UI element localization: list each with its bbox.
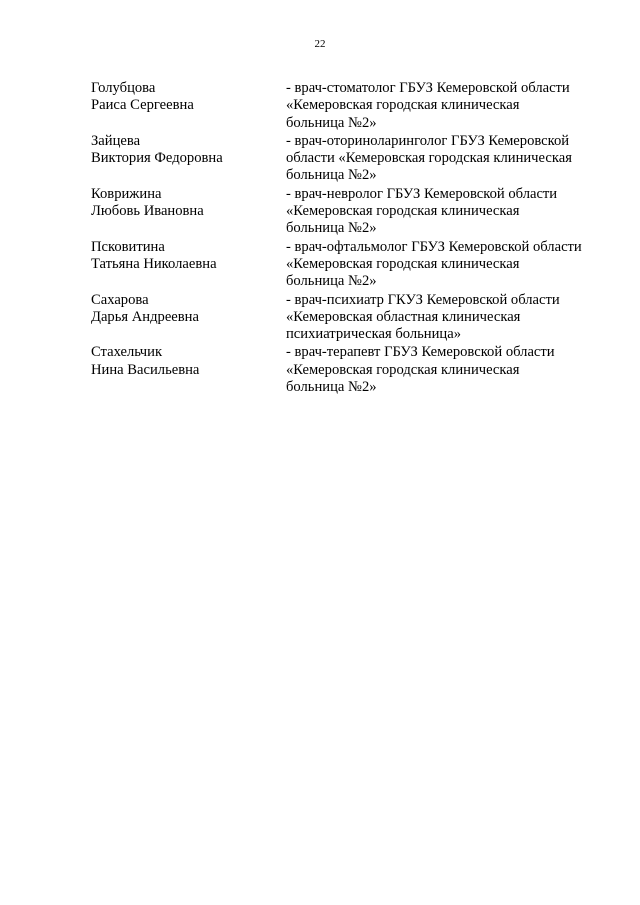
member-given-names: Дарья Андреевна — [91, 308, 199, 325]
member-entry — [91, 80, 611, 132]
position-line: психиатрическая больница» — [286, 326, 462, 343]
member-position — [286, 344, 611, 396]
position-line: - врач-невролог ГБУЗ Кемеровской области — [286, 185, 558, 202]
member-position — [286, 186, 611, 238]
member-entry — [91, 344, 611, 396]
position-line: больница №2» — [286, 379, 377, 396]
position-line: «Кемеровская городская клиническая — [286, 361, 520, 378]
position-line: больница №2» — [286, 167, 377, 184]
position-line: - врач-терапевт ГБУЗ Кемеровской области — [286, 344, 555, 361]
position-line: - врач-психиатр ГКУЗ Кемеровской области — [286, 291, 560, 308]
member-name — [91, 133, 286, 185]
position-line: «Кемеровская городская клиническая — [286, 203, 520, 220]
member-position — [286, 80, 611, 132]
position-line: - врач-офтальмолог ГБУЗ Кемеровской области — [286, 238, 582, 255]
member-surname: Зайцева — [91, 132, 141, 149]
member-entry — [91, 239, 611, 291]
member-surname: Стахельчик — [91, 344, 163, 361]
member-surname: Голубцова — [91, 80, 156, 96]
position-line: «Кемеровская городская клиническая — [286, 255, 520, 272]
position-line: больница №2» — [286, 220, 377, 237]
member-given-names: Виктория Федоровна — [91, 150, 223, 167]
member-given-names: Раиса Сергеевна — [91, 97, 194, 114]
position-line: - врач-стоматолог ГБУЗ Кемеровской области — [286, 80, 570, 96]
member-name — [91, 186, 286, 238]
member-entry — [91, 133, 611, 185]
member-name — [91, 292, 286, 344]
member-name — [91, 80, 286, 132]
position-line: - врач-оториноларинголог ГБУЗ Кемеровской — [286, 132, 570, 149]
member-entry — [91, 292, 611, 344]
member-given-names: Любовь Ивановна — [91, 203, 204, 220]
member-position — [286, 292, 611, 344]
member-name — [91, 344, 286, 396]
member-surname: Сахарова — [91, 291, 149, 308]
position-line: «Кемеровская областная клиническая — [286, 308, 521, 325]
member-entry — [91, 186, 611, 238]
member-name — [91, 239, 286, 291]
position-line: «Кемеровская городская клиническая — [286, 97, 520, 114]
commission-member-list — [91, 80, 611, 396]
member-position — [286, 133, 611, 185]
page-number: 22 — [314, 38, 326, 50]
member-surname: Коврижина — [91, 185, 162, 202]
member-position — [286, 239, 611, 291]
position-line: области «Кемеровская городская клиническая — [286, 150, 572, 167]
member-given-names: Нина Васильевна — [91, 361, 200, 378]
member-given-names: Татьяна Николаевна — [91, 255, 217, 272]
position-line: больница №2» — [286, 273, 377, 290]
member-surname: Псковитина — [91, 238, 165, 255]
position-line: больница №2» — [286, 114, 377, 131]
